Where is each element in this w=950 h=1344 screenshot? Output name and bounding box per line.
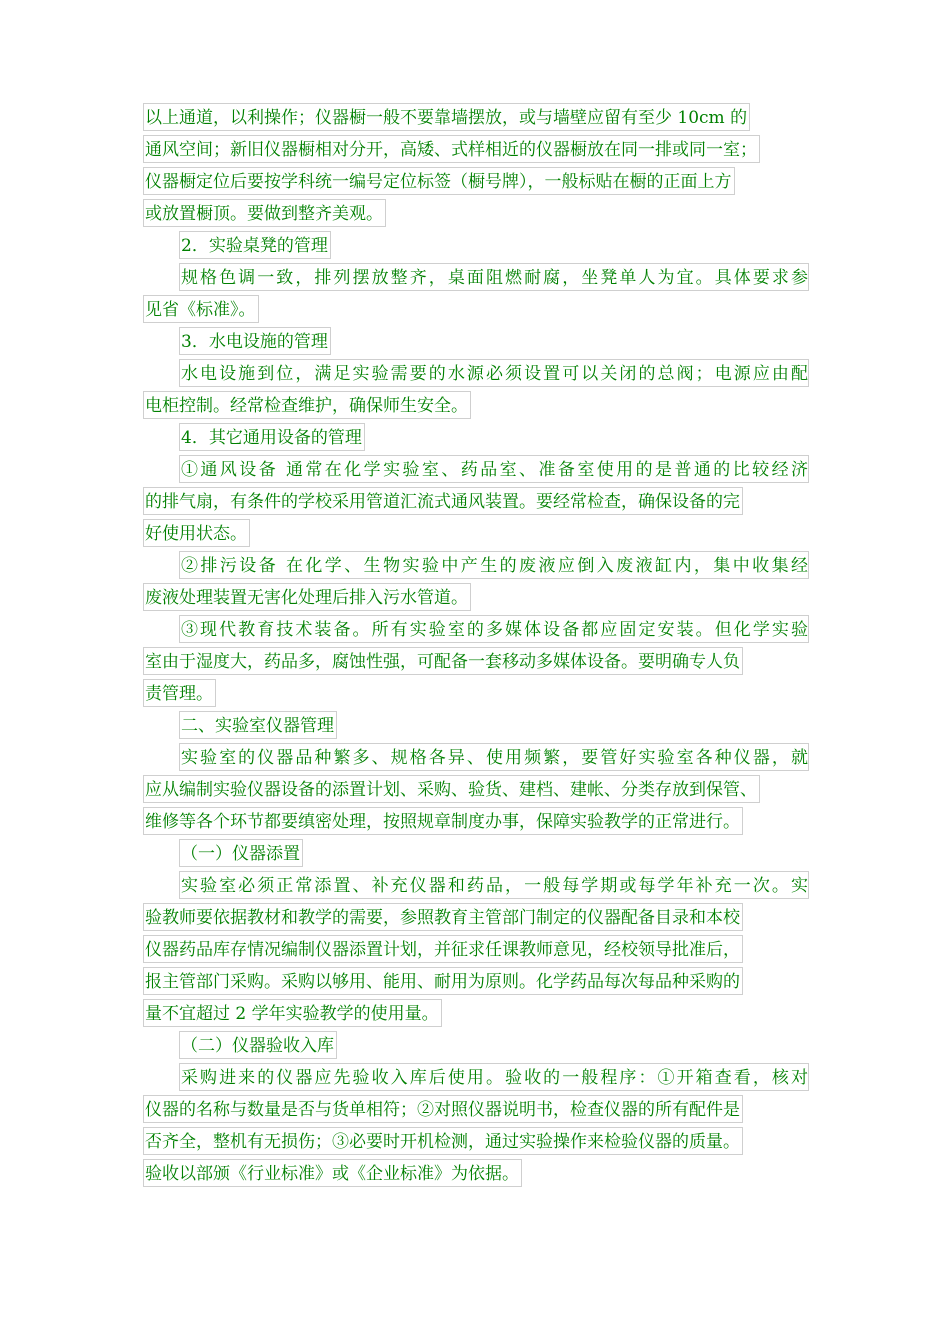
text-line: 见省《标准》。 (143, 295, 259, 323)
text-line: 仪器橱定位后要按学科统一编号定位标签（橱号牌），一般标贴在橱的正面上方 (143, 167, 735, 195)
text-line: 责管理。 (143, 679, 216, 707)
text-line: 的排气扇，有条件的学校采用管道汇流式通风装置。要经常检查，确保设备的完 (143, 487, 743, 515)
section-heading: 3．水电设施的管理 (179, 327, 331, 355)
text-line: 量不宜超过 2 学年实验教学的使用量。 (143, 999, 442, 1027)
text-line: 维修等各个环节都要缜密处理，按照规章制度办事，保障实验教学的正常进行。 (143, 807, 743, 835)
text-line: 仪器的名称与数量是否与货单相符；②对照仪器说明书，检查仪器的所有配件是 (143, 1095, 743, 1123)
text-line: 以上通道，以利操作；仪器橱一般不要靠墙摆放，或与墙壁应留有至少 10cm 的 (143, 103, 750, 131)
section-heading: 4．其它通用设备的管理 (179, 423, 365, 451)
text-line: ②排污设备 在化学、生物实验中产生的废液应倒入废液缸内，集中收集经 (179, 551, 809, 579)
text-line: 报主管部门采购。采购以够用、能用、耐用为原则。化学药品每次每品种采购的 (143, 967, 743, 995)
section-heading: （一）仪器添置 (179, 839, 303, 867)
section-heading: 二、实验室仪器管理 (179, 711, 337, 739)
text-line: 室由于湿度大，药品多，腐蚀性强，可配备一套移动多媒体设备。要明确专人负 (143, 647, 743, 675)
text-line: 废液处理装置无害化处理后排入污水管道。 (143, 583, 471, 611)
text-line: 采购进来的仪器应先验收入库后使用。验收的一般程序：①开箱查看，核对 (179, 1063, 809, 1091)
text-line: 应从编制实验仪器设备的添置计划、采购、验货、建档、建帐、分类存放到保管、 (143, 775, 760, 803)
text-line: 规格色调一致，排列摆放整齐，桌面阻燃耐腐，坐凳单人为宜。具体要求参 (179, 263, 809, 291)
text-line: 实验室必须正常添置、补充仪器和药品，一般每学期或每学年补充一次。实 (179, 871, 809, 899)
text-line: ③现代教育技术装备。所有实验室的多媒体设备都应固定安装。但化学实验 (179, 615, 809, 643)
text-line: 水电设施到位，满足实验需要的水源必须设置可以关闭的总阀；电源应由配 (179, 359, 809, 387)
text-line: 验教师要依据教材和教学的需要，参照教育主管部门制定的仪器配备目录和本校 (143, 903, 743, 931)
text-line: 通风空间；新旧仪器橱相对分开，高矮、式样相近的仪器橱放在同一排或同一室； (143, 135, 760, 163)
section-heading: 2．实验桌凳的管理 (179, 231, 331, 259)
section-heading: （二）仪器验收入库 (179, 1031, 337, 1059)
text-line: 否齐全，整机有无损伤；③必要时开机检测，通过实验操作来检验仪器的质量。 (143, 1127, 743, 1155)
text-line: 验收以部颁《行业标准》或《企业标准》为依据。 (143, 1159, 522, 1187)
text-line: 好使用状态。 (143, 519, 250, 547)
text-line: 或放置橱顶。要做到整齐美观。 (143, 199, 386, 227)
text-line: 实验室的仪器品种繁多、规格各异、使用频繁，要管好实验室各种仪器，就 (179, 743, 809, 771)
text-line: 电柜控制。经常检查维护，确保师生安全。 (143, 391, 471, 419)
text-line: 仪器药品库存情况编制仪器添置计划，并征求任课教师意见，经校领导批准后， (143, 935, 743, 963)
text-line: ①通风设备 通常在化学实验室、药品室、准备室使用的是普通的比较经济 (179, 455, 809, 483)
